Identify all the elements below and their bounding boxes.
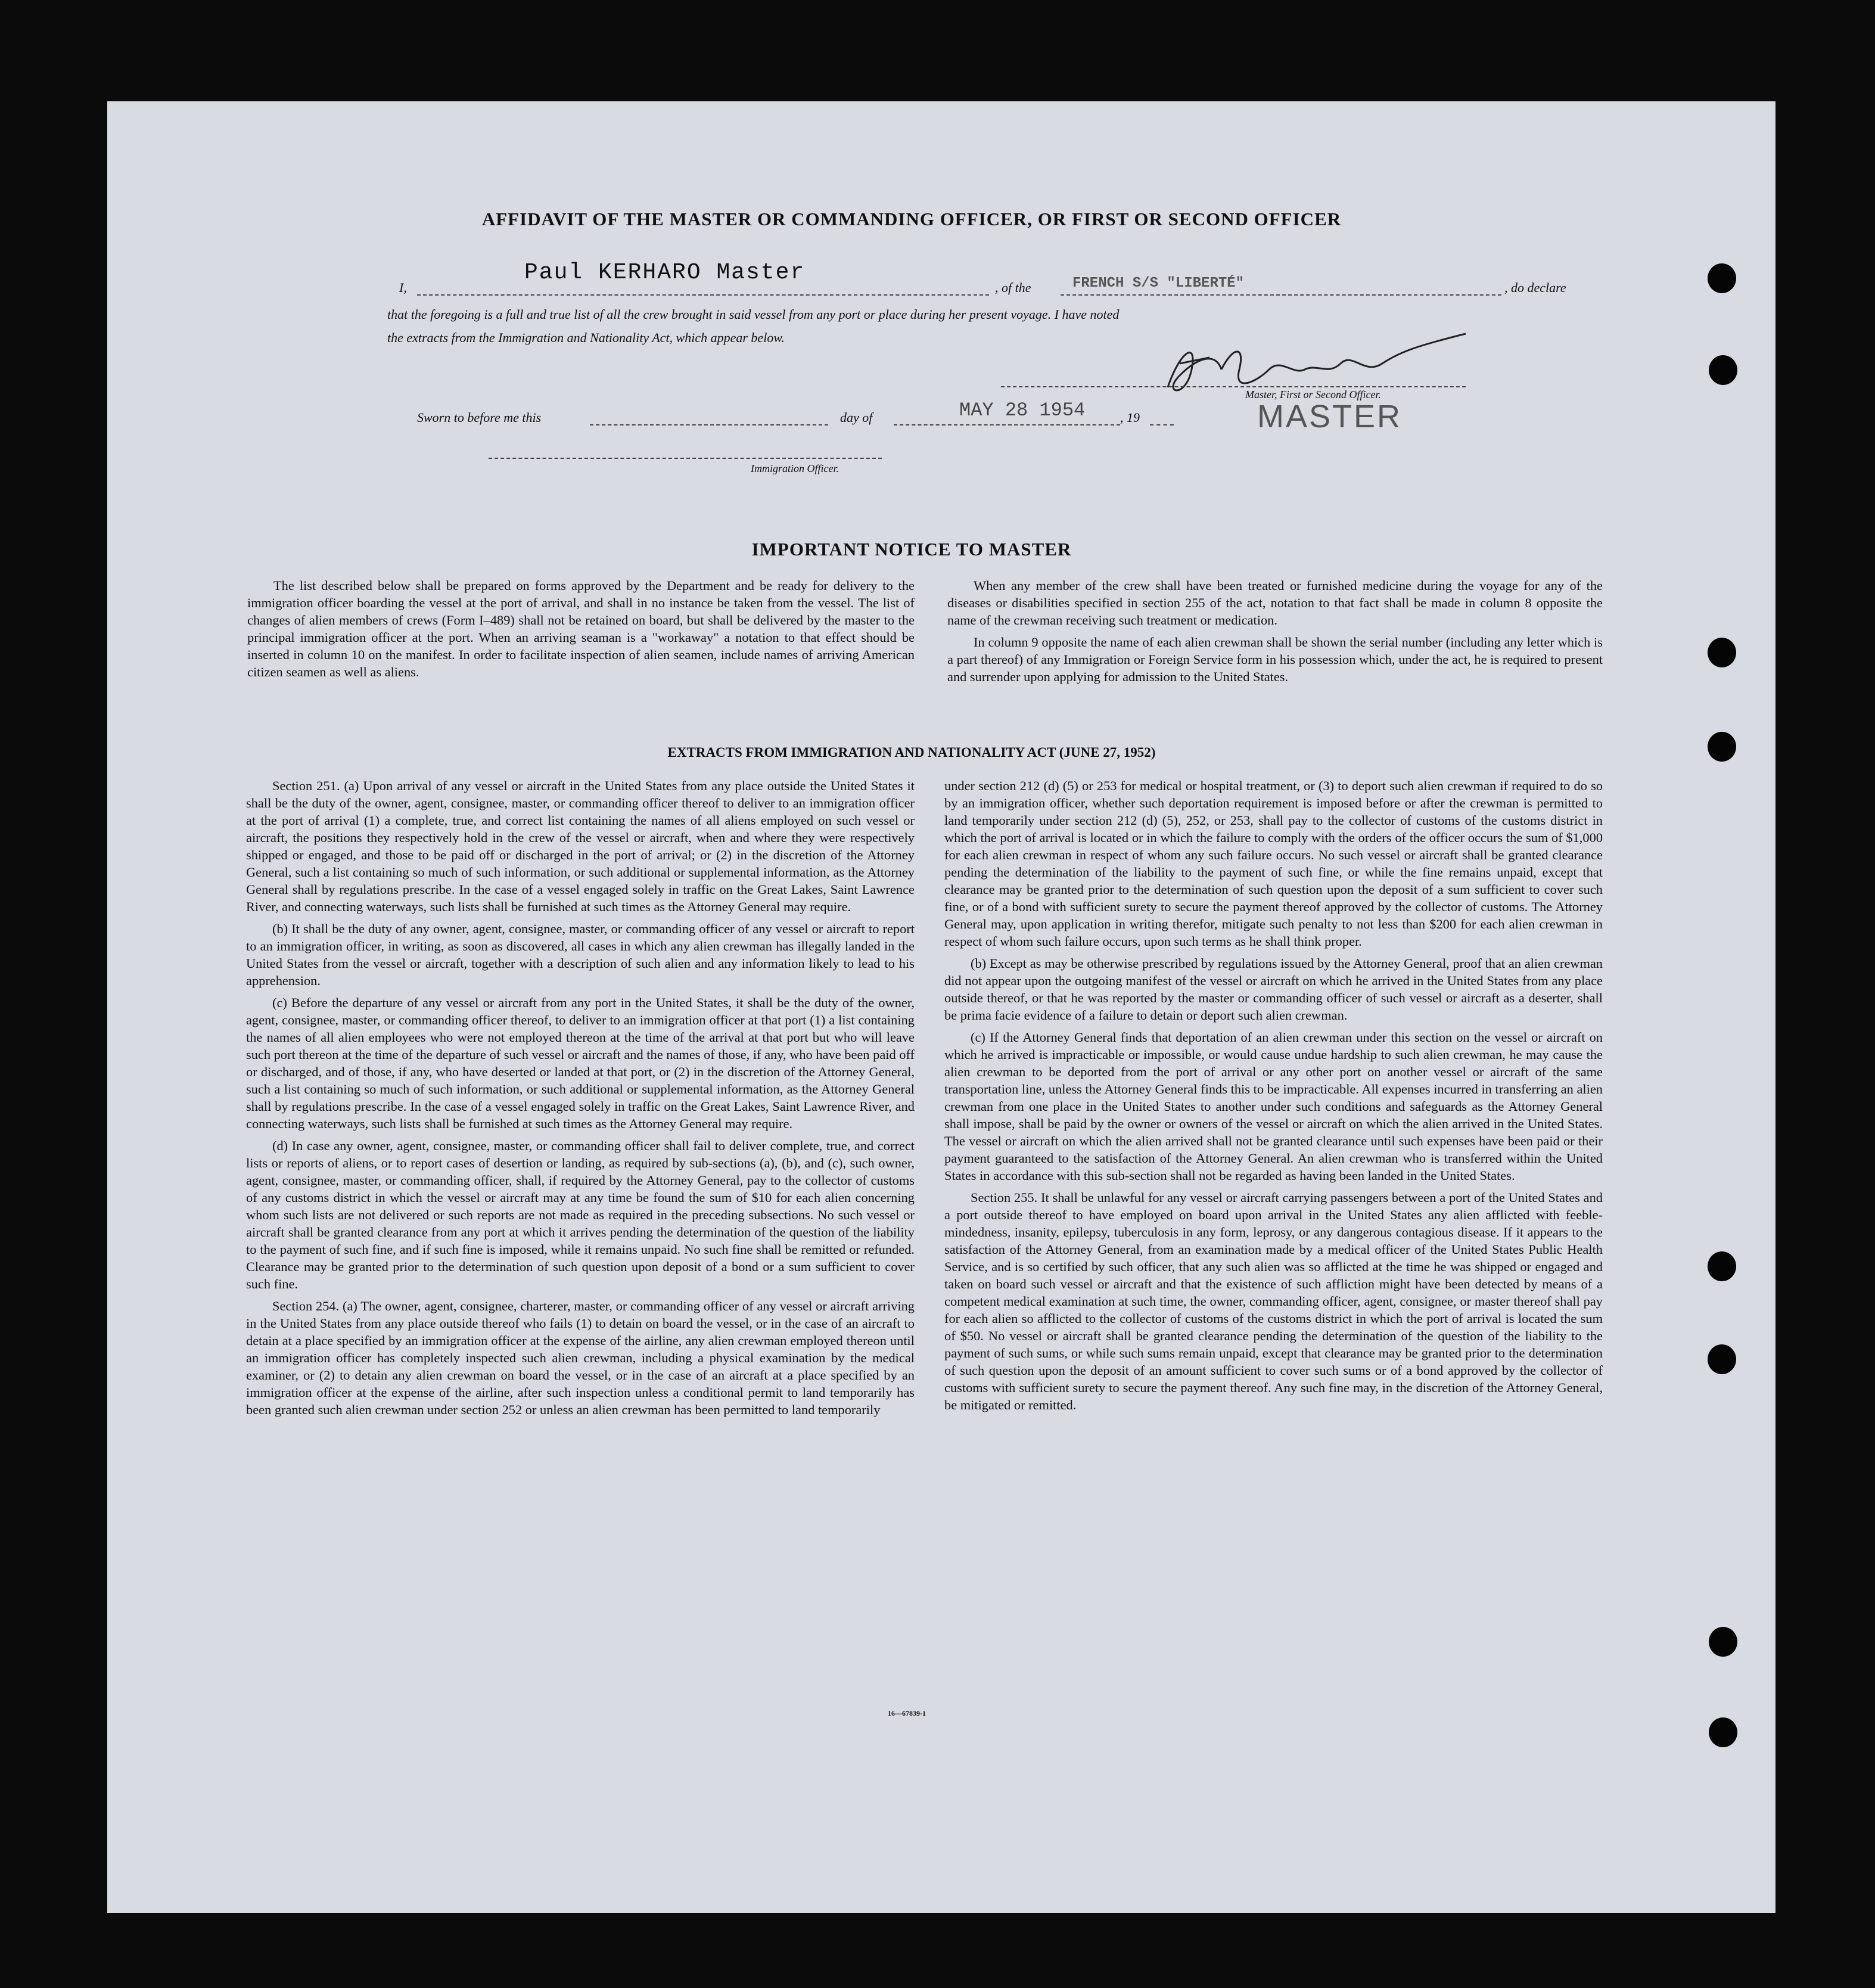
day-of-label: day of (840, 410, 873, 425)
extracts-right-column (944, 777, 1603, 1418)
affidavit-title: AFFIDAVIT OF THE MASTER OR COMMANDING OFFICER, OR FIRST OR SECOND OFFICER (481, 209, 1342, 229)
section-254-a: Section 254. (a) The owner, agent, consignee, charterer, master, or commanding officer of any vessel or aircraft arriving in the United States from any place outside thereof who fails (1) to detain on board the vessel, or in the case of an aircraft to detain at a place specified by an immigration officer at the expense of the airline, any alien crewman employed thereon until an immigration officer has completely inspected such alien crewman, including a physical examination by the medical examiner, or (2) to detain any alien crewman on board the vessel, or in the case of an aircraft at a place specified by an immigration officer at the expense of the airline, after such inspection unless a conditional permit to land temporarily has been granted such alien crewman under section 252 or unless an alien crewman has been permitted to land temporarily (246, 1299, 915, 1417)
affidavit-line-2: that the foregoing is a full and true list of all the crew brought in said vessel from any port or place during her present voyage. I have noted (387, 307, 1120, 322)
binder-hole (1708, 638, 1736, 667)
notice-left-text: The list described below shall be prepared on forms approved by the Department and be ready for delivery to the immigration officer boarding the vessel at the port of arrival, and shall in no instance be taken from the vessel. The list of changes of alien members of crews (Form I–489) shall not be retained on board, but shall be delivered by the master to the principal immigration officer at the port. When an arriving seaman is a "workaway" a notation to that effect should be inserted in column 10 on the manifest. In order to facilitate inspection of alien seamen, include names of arriving American citizen seamen as well as aliens. (247, 578, 915, 679)
section-251-b: (b) It shall be the duty of any owner, agent, consignee, master, or commanding officer of any vessel or aircraft to report to an immigration officer, in writing, as soon as discovered, all cases in which any alien crewman has illegally landed in the United States from the vessel or aircraft, together with a description of such alien and any information likely to lead to his apprehension. (246, 921, 915, 988)
affidavit-line-3: the extracts from the Immigration and Nationality Act, which appear below. (387, 330, 785, 345)
i-label: I, (399, 280, 407, 295)
date-stamp: MAY 28 1954 (959, 399, 1086, 421)
section-254-b: (b) Except as may be otherwise prescribed by regulations issued by the Attorney General, proof that an alien crewman did not appear upon the outgoing manifest of the vessel or aircraft on which he arrived in the United States from any place outside thereof, or that he was reported by the master or commanding officer of such vessel or aircraft as a deserter, shall be prima facie evidence of a failure to detain or deport such alien crewman. (944, 956, 1603, 1023)
section-254-a-cont: under section 212 (d) (5) or 253 for medical or hospital treatment, or (3) to deport such alien crewman if required to do so by an immigration officer, whether such deportation requirement is imposed before or after the crewman is permitted to land temporarily under section 212 (d) (5), 252, or 253, shall pay to the collector of customs of the customs district in which the port of arrival is located or in which the failure to comply with the orders of the officer occurs the sum of $1,000 for each alien crewman in respect of whom any such failure occurs. No such vessel or aircraft shall be granted clearance pending the determination of the liability to the payment of such fine, or while the fine remains unpaid, except that clearance may be granted prior to the determination of such question upon the deposit of a sum sufficient to cover such fine, or of a bond with sufficient surety to secure the payment thereof approved by the collector of customs. The Attorney General may, upon application in writing therefor, mitigate such penalty to not less than $200 for each alien crewman in respect of whom such failure occurs, upon such terms as he shall think proper. (944, 778, 1603, 949)
of-the-label: , of the (995, 280, 1031, 295)
immigration-officer-label: Immigration Officer. (751, 462, 839, 474)
do-declare-label: , do declare (1504, 280, 1566, 295)
notice-title: IMPORTANT NOTICE TO MASTER (751, 539, 1072, 560)
extracts-title: EXTRACTS FROM IMMIGRATION AND NATIONALITY ACT (JUNE 27, 1952) (667, 745, 1156, 760)
extracts-left-column (246, 777, 915, 1423)
form-code: 16—67839-1 (888, 1709, 926, 1717)
notice-right-text-2: In column 9 opposite the name of each alien crewman shall be shown the serial number (including any letter which is a part thereof) of any Immigration or Foreign Service form in his possession which, under the act, he is required to present and surrender upon applying for admission to the United States. (947, 635, 1603, 684)
master-stamp: MASTER (1257, 399, 1403, 434)
section-251-d: (d) In case any owner, agent, consignee, master, or commanding officer shall fail to deliver complete, true, and correct lists or reports of aliens, or to report cases of desertion or landing, as required by sub-sections (a), (b), and (c), such owner, agent, consignee, master, or commanding officer, shall, if required by the Attorney General, pay to the collector of customs of any customs district in which the vessel or aircraft may at any time be found the sum of $10 for each alien concerning whom such lists are not delivered or such reports are not made as required in the preceding subsections. No such vessel or aircraft shall be granted clearance from any port at which it arrives pending the determination of the question of the liability to the payment of such fine, and if such fine is imposed, while it remains unpaid. No such fine shall be remitted or refunded. Clearance may be granted prior to the determination of such question upon deposit of a bond or a sum sufficient to cover such fine. (246, 1138, 915, 1291)
sworn-label: Sworn to before me this (417, 410, 542, 425)
section-251-c: (c) Before the departure of any vessel or aircraft from any port in the United States, it shall be the duty of the owner, agent, consignee, master, or commanding officer thereof, to deliver to an immigration officer at that port (1) a list containing the names of all alien employees who were not employed thereon at the time of the arrival at that port but who will leave such port thereon at the time of the departure of such vessel or aircraft and the names of those, if any, who have been paid off or discharged, and of those, if any, who have deserted or landed at that port, or (2) in the discretion of the Attorney General, such a list containing so much of such information, or such additional or supplemental information, as the Attorney General shall by regulations prescribe. In the case of a vessel engaged solely in traffic on the Great Lakes, Saint Lawrence River, and connecting waterways, such lists shall be furnished at such times as the Attorney General may require. (246, 995, 915, 1131)
master-name-typed: Paul KERHARO Master (524, 260, 806, 285)
binder-hole (1708, 263, 1736, 293)
binder-hole (1709, 1627, 1737, 1657)
binder-hole (1709, 355, 1737, 385)
document-page (107, 101, 1776, 1913)
binder-hole (1709, 1717, 1737, 1747)
vessel-name-stamp: FRENCH S/S "LIBERTÉ" (1072, 275, 1245, 291)
notice-right-text-1: When any member of the crew shall have been treated or furnished medicine during the voyage for any of the diseases or disabilities specified in section 255 of the act, notation to that fact shall be made in column 8 opposite the name of the crewman receiving such treatment or medication. (947, 578, 1603, 628)
binder-hole (1708, 1251, 1736, 1281)
section-254-c: (c) If the Attorney General finds that deportation of an alien crewman under this section on the vessel or aircraft on which he arrived is impracticable or impossible, or would cause undue hardship to such alien crewman, he may cause the alien crewman to be deported from the port of arrival or any other port on another vessel or aircraft of the same transportation line, unless the Attorney General finds this to be impracticable. All expenses incurred in transferring an alien crewman from one place in the United States to another under such conditions and safeguards as the Attorney General shall impose, shall be paid by the owner or owners of the vessel or aircraft on which the alien arrived in the United States. The vessel or aircraft on which the alien arrived shall not be granted clearance until such expenses have been paid or their payment guaranteed to the satisfaction of the Attorney General. An alien crewman who is transferred within the United States in accordance with this sub-section shall not be regarded as having been landed in the United States. (944, 1030, 1603, 1183)
section-255: Section 255. It shall be unlawful for any vessel or aircraft carrying passengers between a port of the United States and a port outside thereof to have employed on board upon arrival in the United States any alien afflicted with feeble-mindedness, insanity, epilepsy, tuberculosis in any form, leprosy, or any dangerous contagious disease. If it appears to the satisfaction of the Attorney General, from an examination made by a medical officer of the United States Public Health Service, and is so certified by such officer, that any such alien was so afflicted at the time he was shipped or engaged and taken on board such vessel or aircraft and that the existence of such affliction might have been detected by means of a competent medical examination at such time, the owner, commanding officer, agent, consignee, or master thereof shall pay for each alien so afflicted to the collector of customs of the customs district in which the port of arrival is located the sum of $50. No vessel or aircraft shall be granted clearance pending the determination of the question of the liability to the payment of such sums, or while such sums remain unpaid, except that clearance may be granted prior to the determination of such question upon the deposit of an amount sufficient to cover such sums or of a bond approved by the collector of customs with sufficient surety to secure the payment thereof. Any such fine may, in the discretion of the Attorney General, be mitigated or remitted. (944, 1190, 1603, 1412)
binder-hole (1708, 1344, 1736, 1374)
signature-caption: Master, First or Second Officer. (1245, 389, 1381, 400)
year-prefix: , 19 (1120, 410, 1140, 425)
section-251-a: Section 251. (a) Upon arrival of any vessel or aircraft in the United States from any place outside the United States it shall be the duty of the owner, agent, consignee, master, or commanding officer thereof to deliver to an immigration officer at the port of arrival (1) a complete, true, and correct list containing the names of all aliens employed on such vessel or aircraft, the positions they respectively hold in the crew of the vessel or aircraft, when and where they were respectively shipped or engaged, and those to be paid off or discharged in the port of arrival; or (2) in the discretion of the Attorney General, such a list containing so much of such information, or such additional or supplemental information, as the Attorney General shall by regulations prescribe. In the case of a vessel engaged solely in traffic on the Great Lakes, Saint Lawrence River, and connecting waterways, such lists shall be furnished at such times as the Attorney General may require. (246, 778, 915, 914)
binder-hole (1708, 732, 1736, 762)
